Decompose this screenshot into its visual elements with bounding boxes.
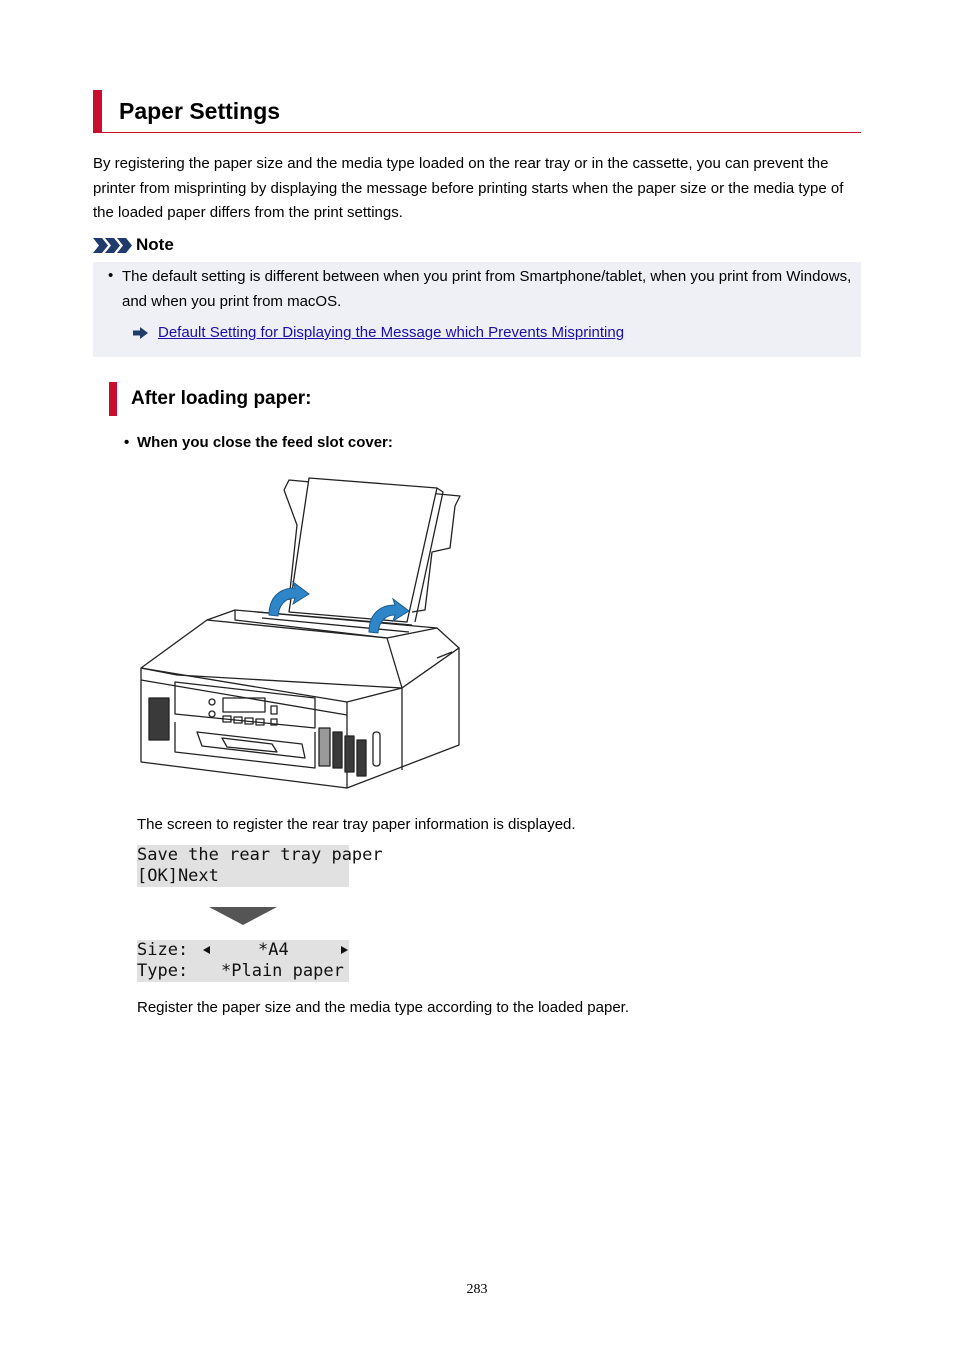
section-accent-bar bbox=[109, 382, 117, 416]
lcd-right-arrow-icon bbox=[341, 946, 348, 954]
page-number: 283 bbox=[466, 1282, 488, 1297]
lcd-type-label: Type: bbox=[137, 961, 189, 981]
section-heading-text: After loading paper: bbox=[131, 388, 312, 409]
lcd-screen-size-type bbox=[137, 940, 349, 982]
lcd-size-value: *A4 bbox=[258, 940, 289, 960]
lcd-line-2: [OK]Next bbox=[137, 866, 219, 886]
note-box bbox=[93, 262, 861, 357]
default-setting-link[interactable]: Default Setting for Displaying the Message which Prevents Misprinting bbox=[158, 324, 625, 341]
note-chevrons-icon bbox=[93, 238, 133, 253]
lcd-size-label: Size: bbox=[137, 940, 189, 960]
bullet-icon: • bbox=[108, 267, 114, 284]
lcd-type-value: *Plain paper bbox=[221, 961, 344, 981]
note-heading-text: Note bbox=[136, 235, 174, 254]
lcd-screen-save-paper bbox=[137, 845, 383, 887]
title-accent-bar bbox=[93, 90, 102, 132]
lcd-line-1: Save the rear tray paper bbox=[137, 845, 383, 865]
bullet-icon: • bbox=[124, 434, 130, 451]
page-title-text: Paper Settings bbox=[119, 98, 281, 124]
lcd-left-arrow-icon bbox=[203, 946, 210, 954]
screen-caption: The screen to register the rear tray paper information is displayed. bbox=[137, 816, 576, 833]
note-text: The default setting is different between when you print from Smartphone/tablet, when you print from Windows, and when you print from macOS. bbox=[122, 268, 852, 310]
page-title bbox=[93, 90, 861, 133]
register-caption: Register the paper size and the media type according to the loaded paper. bbox=[137, 999, 629, 1016]
intro-paragraph: By registering the paper size and the media type loaded on the rear tray or in the cassette, you can prevent the printer from misprinting by displaying the message before printing starts when the paper size or the media type of the loaded paper differs from the print settings. bbox=[93, 155, 844, 221]
arrow-right-icon bbox=[133, 327, 148, 339]
feed-slot-bullet-text: When you close the feed slot cover: bbox=[137, 434, 393, 451]
printer-illustration bbox=[137, 470, 462, 802]
triangle-down-icon bbox=[209, 907, 277, 925]
